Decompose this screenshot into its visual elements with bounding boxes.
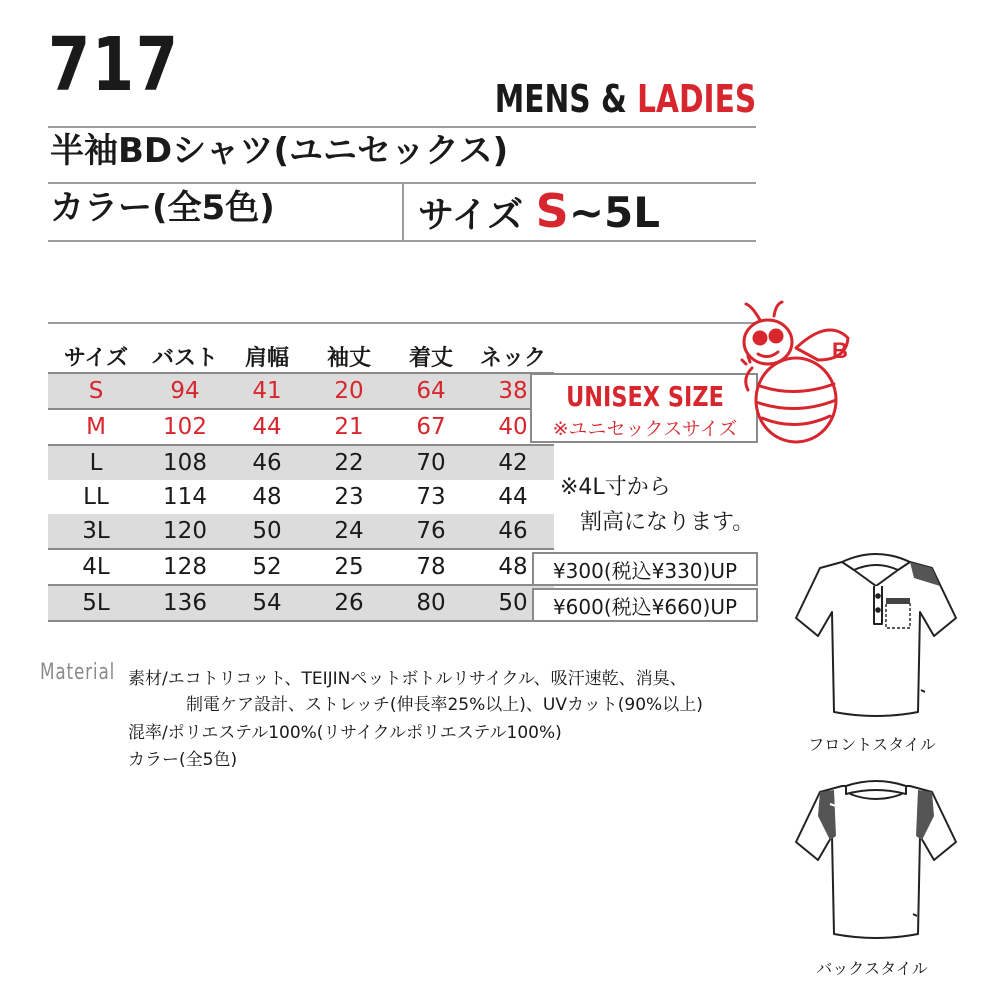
- back-caption: バックスタイル: [816, 959, 928, 978]
- table-row: [48, 373, 554, 409]
- size-table-header: [48, 340, 554, 373]
- table-cell: 54: [226, 585, 308, 621]
- table-cell: 21: [308, 409, 390, 445]
- table-cell: 78: [390, 549, 472, 585]
- size-table: [48, 340, 554, 622]
- surcharge-4l: ¥300(税込¥330)UP: [532, 552, 758, 586]
- unisex-title: UNISEX SIZE: [566, 380, 724, 413]
- rule-top: [48, 126, 756, 128]
- table-cell: 5L: [48, 585, 144, 621]
- size-range: [418, 184, 660, 238]
- table-cell: 114: [163, 484, 207, 510]
- table-cell: 48: [472, 549, 554, 585]
- table-top-rule: [48, 322, 756, 324]
- gender-ladies: LADIES: [636, 77, 756, 121]
- table-cell: 38: [472, 373, 554, 409]
- table-cell: 102: [144, 409, 226, 445]
- material-line-2: 制電ケア設計、ストレッチ(伸長率25%以上)、UVカット(90%以上): [186, 695, 703, 715]
- material-line-3: 混率/ポリエステル100%(リサイクルポリエステル100%): [128, 723, 562, 743]
- note-line-1: ※4L寸から: [560, 475, 671, 500]
- table-cell: 73: [416, 484, 446, 510]
- bee-mascot-icon: [738, 298, 858, 448]
- table-cell: 64: [390, 373, 472, 409]
- table-cell: 108: [144, 445, 226, 480]
- table-cell: M: [48, 409, 144, 445]
- table-cell: 42: [472, 445, 554, 480]
- table-cell: 24: [308, 514, 390, 549]
- note-line-2: 割高になります。: [580, 510, 755, 535]
- table-cell: 4L: [48, 549, 144, 585]
- table-cell: 48: [252, 484, 282, 510]
- header-bust: バスト: [151, 345, 218, 371]
- table-cell: S: [48, 373, 144, 409]
- header-sleeve: 袖丈: [326, 345, 371, 371]
- table-cell: 76: [390, 514, 472, 549]
- table-cell: 44: [226, 409, 308, 445]
- gender-mens: MENS &: [494, 77, 637, 121]
- shirt-back-icon: [790, 768, 960, 948]
- table-cell: 44: [498, 484, 528, 510]
- header-size: サイズ: [63, 345, 129, 371]
- table-cell: 50: [226, 514, 308, 549]
- material-line-1: 素材/エコトリコット、TEIJINペットボトルリサイクル、吸汗速乾、消臭、: [128, 669, 687, 689]
- table-cell: 136: [144, 585, 226, 621]
- table-cell: 40: [472, 409, 554, 445]
- table-cell: 26: [308, 585, 390, 621]
- table-cell: 67: [390, 409, 472, 445]
- header-shoulder: 肩幅: [244, 345, 289, 371]
- size-range-from: S: [535, 184, 569, 238]
- table-cell: 80: [390, 585, 472, 621]
- table-cell: LL: [83, 484, 109, 510]
- table-cell: 41: [226, 373, 308, 409]
- material-label: Material: [40, 660, 116, 685]
- table-cell: 94: [144, 373, 226, 409]
- table-row: [48, 445, 554, 480]
- table-cell: L: [48, 445, 144, 480]
- table-cell: 3L: [48, 514, 144, 549]
- unisex-subtitle: ※ユニセックスサイズ: [552, 418, 738, 440]
- table-row: [48, 585, 554, 621]
- table-cell: 120: [144, 514, 226, 549]
- table-cell: 70: [390, 445, 472, 480]
- rule-divider: [402, 184, 404, 240]
- front-caption: フロントスタイル: [808, 735, 936, 754]
- table-row: [48, 514, 554, 549]
- table-cell: 20: [308, 373, 390, 409]
- shirt-front-icon: [790, 540, 960, 725]
- size-range-label: サイズ: [418, 195, 524, 236]
- table-cell: 46: [226, 445, 308, 480]
- table-cell: 46: [472, 514, 554, 549]
- rule-bottom: [48, 240, 756, 242]
- table-cell: 25: [308, 549, 390, 585]
- table-row: [48, 409, 554, 445]
- gender-label: [494, 77, 756, 121]
- table-cell: 52: [226, 549, 308, 585]
- mascot-letter: B: [832, 338, 848, 363]
- table-cell: 22: [308, 445, 390, 480]
- table-row: [48, 480, 554, 514]
- table-cell: 128: [144, 549, 226, 585]
- table-cell: 50: [472, 585, 554, 621]
- header-neck: ネック: [479, 345, 546, 371]
- header-length: 着丈: [408, 345, 453, 371]
- surcharge-5l: ¥600(税込¥660)UP: [532, 588, 758, 622]
- table-row: [48, 549, 554, 585]
- color-count: カラー(全5色): [50, 188, 275, 228]
- table-cell: 23: [334, 484, 364, 510]
- size-range-to: ~5L: [568, 188, 660, 237]
- product-name: 半袖BDシャツ(ユニセックス): [50, 131, 509, 171]
- material-line-4: カラー(全5色): [128, 750, 238, 770]
- model-number: 717: [48, 22, 180, 108]
